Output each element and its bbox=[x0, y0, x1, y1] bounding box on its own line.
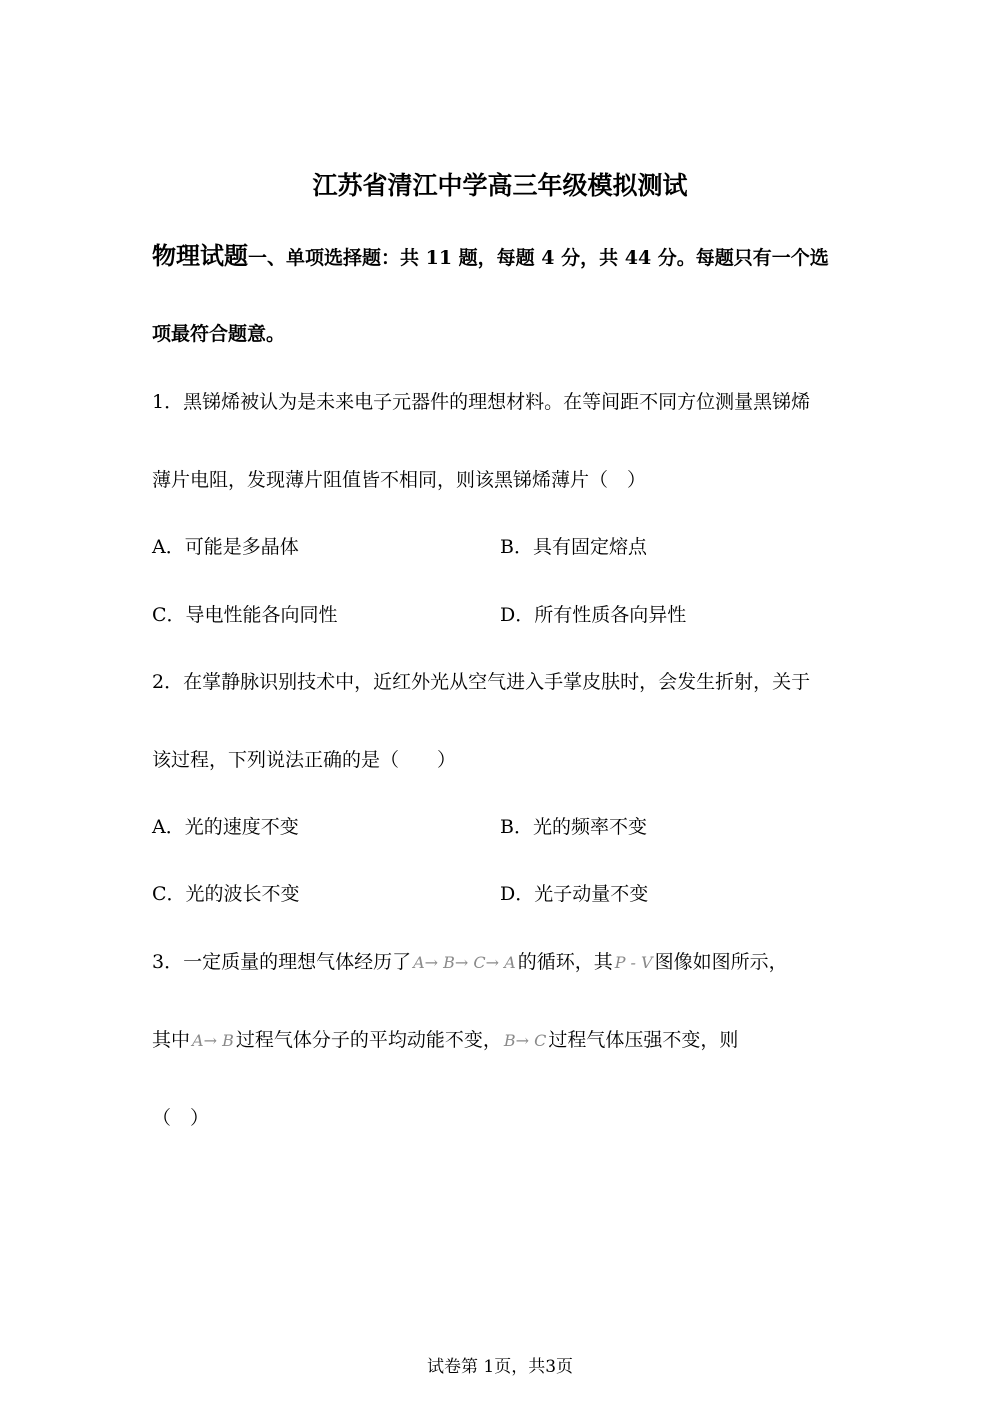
exam-title: 江苏省清江中学高三年级模拟测试 bbox=[312, 171, 688, 200]
q1-option-c: C．导电性能各向同性 bbox=[152, 604, 338, 626]
q1-option-b: B．具有固定熔点 bbox=[500, 536, 647, 558]
q3-bc-formula: B→ C bbox=[503, 1031, 547, 1050]
q2-stem-line2: 该过程，下列说法正确的是（ ） bbox=[152, 749, 457, 771]
q3-text-4: 其中 bbox=[152, 1029, 191, 1051]
q3-stem-line2 bbox=[152, 1028, 738, 1053]
q3-text-6: 过程气体压强不变，则 bbox=[548, 1029, 739, 1051]
subject-label: 物理试题 bbox=[152, 241, 248, 270]
q3-text-2: 的循环，其 bbox=[517, 951, 613, 973]
q2-option-d: D．光子动量不变 bbox=[500, 883, 649, 905]
q2-option-a: A．光的速度不变 bbox=[152, 816, 299, 838]
section-instructions-line1: 一、单项选择题：共 11 题，每题 4 分，共 44 分。每题只有一个选 bbox=[248, 247, 829, 269]
q1-option-a: A．可能是多晶体 bbox=[152, 536, 299, 558]
q3-text-3: 图像如图所示， bbox=[654, 951, 788, 973]
q3-text-5: 过程气体分子的平均动能不变， bbox=[235, 1029, 502, 1051]
q1-option-d: D．所有性质各向异性 bbox=[500, 604, 687, 626]
q3-stem-line1 bbox=[152, 950, 788, 975]
q3-answer-paren: （ ） bbox=[152, 1107, 210, 1129]
q3-pv-formula: P - V bbox=[614, 953, 653, 972]
page-footer: 试卷第 1页，共3页 bbox=[426, 1357, 574, 1377]
q3-ab-formula: A→ B bbox=[192, 1031, 234, 1050]
q2-stem-line1: 2．在掌静脉识别技术中，近红外光从空气进入手掌皮肤时，会发生折射，关于 bbox=[152, 671, 811, 693]
section-heading bbox=[152, 241, 829, 270]
q3-cycle-formula: A→ B→ C→ A bbox=[413, 953, 516, 972]
section-instructions-line2: 项最符合题意。 bbox=[152, 323, 286, 345]
q3-text-1: 3．一定质量的理想气体经历了 bbox=[152, 951, 412, 973]
q1-stem-line1: 1．黑锑烯被认为是未来电子元器件的理想材料。在等间距不同方位测量黑锑烯 bbox=[152, 391, 811, 413]
q2-option-c: C．光的波长不变 bbox=[152, 883, 300, 905]
q1-stem-line2: 薄片电阻，发现薄片阻值皆不相同，则该黑锑烯薄片（ ） bbox=[152, 469, 647, 491]
q2-option-b: B．光的频率不变 bbox=[500, 816, 647, 838]
